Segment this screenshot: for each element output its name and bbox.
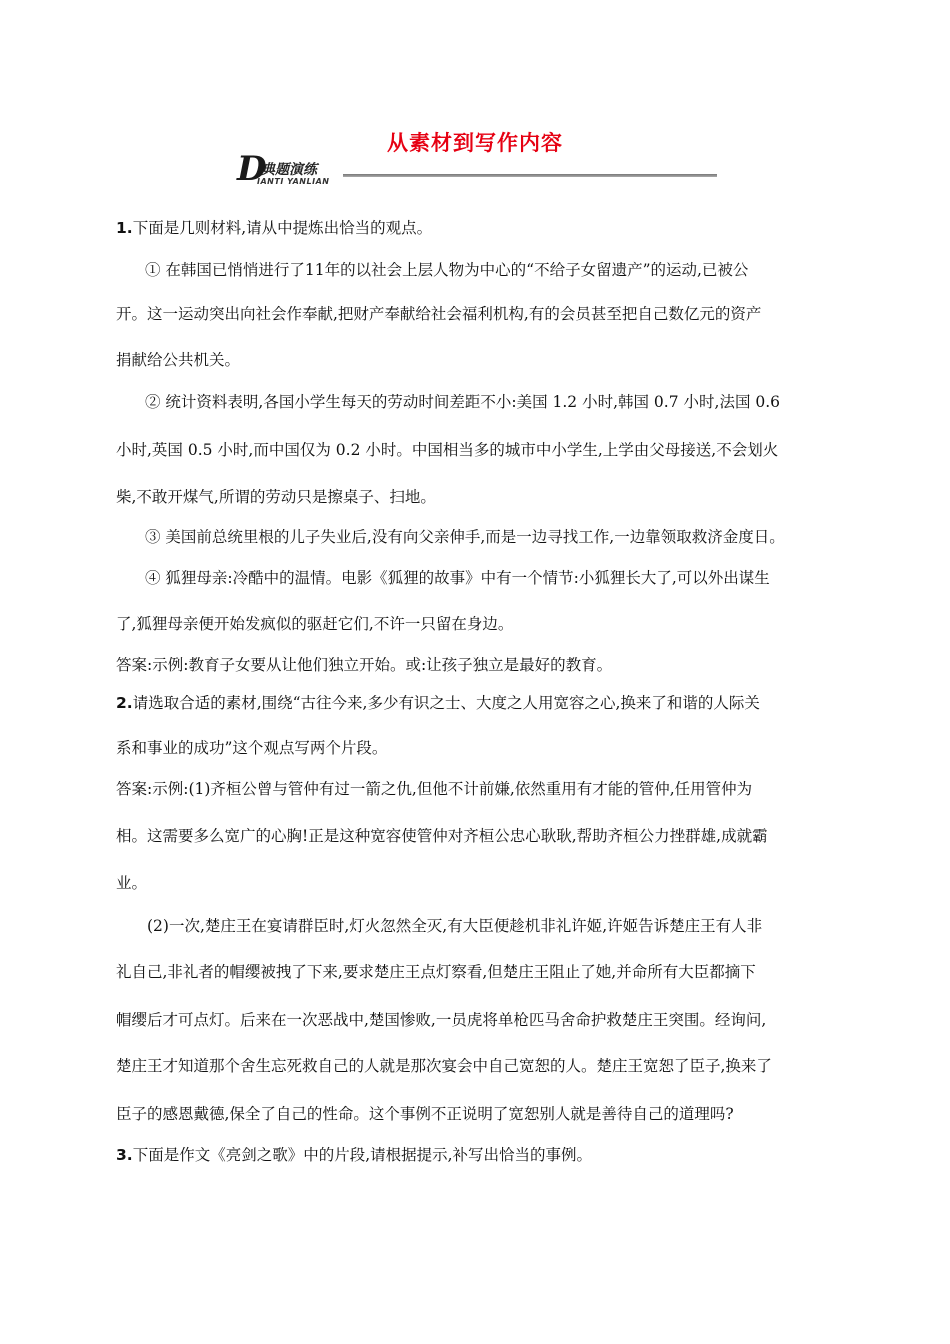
q2-answer-1-line-3: 业。 <box>116 874 148 892</box>
banner-rule <box>343 174 717 177</box>
q2-answer-2-line-4: 楚庄王才知道那个舍生忘死救自己的人就是那次宴会中自己宽恕的人。楚庄王宽恕了臣子,换来了 <box>116 1057 772 1075</box>
q2-prompt-line-1 <box>116 693 760 713</box>
q1-material-4-line-1: ④ 狐狸母亲:冷酷中的温情。电影《狐狸的故事》中有一个情节:小狐狸长大了,可以外出谋生 <box>145 569 770 587</box>
q2-answer-2-line-3: 帽缨后才可点灯。后来在一次恶战中,楚国惨败,一员虎将单枪匹马舍命护救楚庄王突围。经询问, <box>116 1011 767 1029</box>
q2-prompt-text-1: 请选取合适的素材,围绕“古往今来,多少有识之士、大度之人用宽容之心,换来了和谐的人际关 <box>132 694 760 712</box>
q3-prompt-line <box>116 1145 592 1165</box>
q3-number: 3. <box>116 1146 133 1164</box>
banner-label: 典题演练 <box>261 162 317 178</box>
page-title: 从素材到写作内容 <box>387 131 563 155</box>
q2-answer-1-line-2: 相。这需要多么宽广的心胸!正是这种宽容使管仲对齐桓公忠心耿耿,帮助齐桓公力挫群雄,成就霸 <box>116 827 768 845</box>
q1-material-2-line-1: ② 统计资料表明,各国小学生每天的劳动时间差距不小:美国 1.2 小时,韩国 0.7 小时,法国 0.6 <box>145 393 781 411</box>
section-banner <box>233 149 717 190</box>
q1-material-2-line-2: 小时,英国 0.5 小时,而中国仅为 0.2 小时。中国相当多的城市中小学生,上学由父母接送,不会划火 <box>116 441 779 459</box>
q3-prompt: 下面是作文《亮剑之歌》中的片段,请根据提示,补写出恰当的事例。 <box>132 1146 593 1164</box>
q1-material-1-line-3: 捐献给公共机关。 <box>116 351 241 369</box>
q2-prompt-line-2: 系和事业的成功”这个观点写两个片段。 <box>116 739 388 757</box>
q1-material-1-line-2: 开。这一运动突出向社会作奉献,把财产奉献给社会福利机构,有的会员甚至把自己数亿元的资产 <box>116 305 762 323</box>
q1-material-3-line-1: ③ 美国前总统里根的儿子失业后,没有向父亲伸手,而是一边寻找工作,一边靠领取救济金度日。 <box>145 528 785 546</box>
q1-material-1-line-1: ① 在韩国已悄悄进行了11年的以社会上层人物为中心的“不给子女留遗产”的运动,已被公 <box>145 261 749 279</box>
q1-answer: 答案:示例:教育子女要从让他们独立开始。或:让孩子独立是最好的教育。 <box>116 656 613 674</box>
q2-answer-2-line-2: 礼自己,非礼者的帽缨被拽了下来,要求楚庄王点灯察看,但楚庄王阻止了她,并命所有大臣都摘下 <box>116 963 756 981</box>
q1-prompt-line <box>116 218 432 238</box>
q2-number: 2. <box>116 694 133 712</box>
banner-logo-letter: D <box>237 149 267 189</box>
q2-answer-2-line-1: (2)一次,楚庄王在宴请群臣时,灯火忽然全灭,有大臣便趁机非礼许姬,许姬告诉楚庄王有人非 <box>147 917 763 935</box>
banner-subtitle: IANTI YANLIAN <box>257 177 330 186</box>
q1-material-2-line-3: 柴,不敢开煤气,所谓的劳动只是擦桌子、扫地。 <box>116 488 436 506</box>
q2-answer-1-line-1: 答案:示例:(1)齐桓公曾与管仲有过一箭之仇,但他不计前嫌,依然重用有才能的管仲,任用管仲为 <box>116 780 753 798</box>
q1-material-4-line-2: 了,狐狸母亲便开始发疯似的驱赶它们,不许一只留在身边。 <box>116 615 514 633</box>
q1-number: 1. <box>116 219 133 237</box>
q2-answer-2-line-5: 臣子的感恩戴德,保全了自己的性命。这个事例不正说明了宽恕别人就是善待自己的道理吗? <box>116 1105 734 1123</box>
q1-prompt: 下面是几则材料,请从中提炼出恰当的观点。 <box>132 219 433 237</box>
